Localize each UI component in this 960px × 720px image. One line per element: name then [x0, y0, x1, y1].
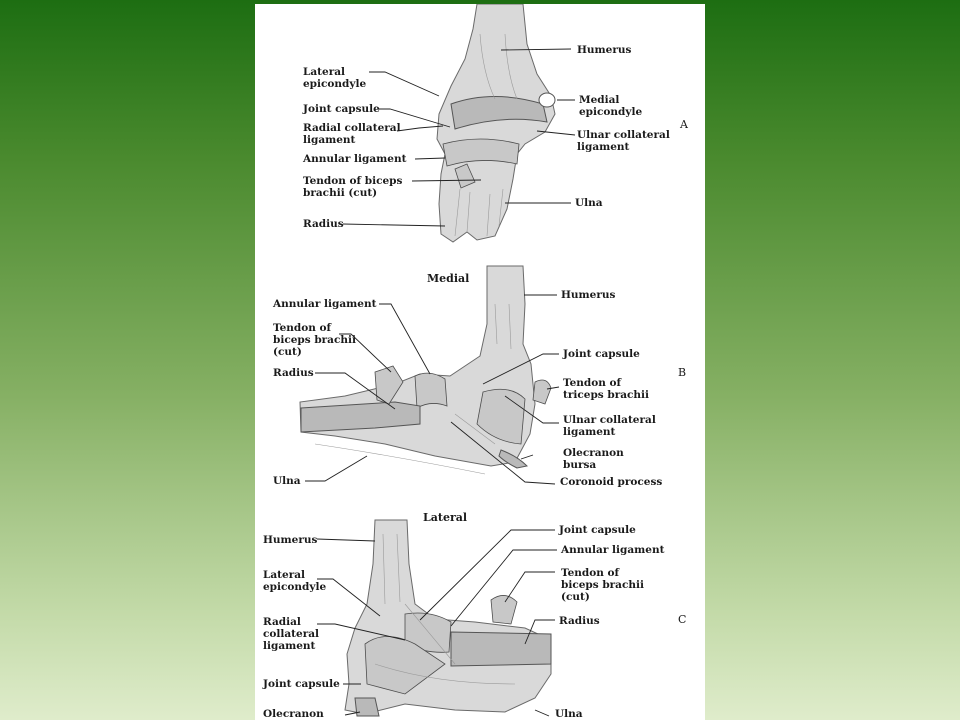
panel-letter-a: A: [680, 118, 688, 131]
label-c-radius: Radius: [559, 615, 600, 627]
label-c-humerus: Humerus: [263, 534, 318, 546]
label-c-olecranon: Olecranon: [263, 708, 324, 720]
label-a-joint-capsule: Joint capsule: [303, 103, 380, 115]
panel-c-title: Lateral: [423, 511, 468, 524]
label-a-annular-ligament: Annular ligament: [303, 153, 407, 165]
panel-letter-b: B: [678, 366, 687, 379]
label-a-lateral-epicondyle: Lateral epicondyle: [303, 66, 367, 90]
label-b-ulnar-collateral-ligament: Ulnar collateral ligament: [563, 414, 656, 438]
label-b-radius: Radius: [273, 367, 314, 379]
panel-a-drawing: [437, 4, 555, 242]
label-c-tendon-biceps: Tendon of biceps brachii (cut): [561, 567, 644, 603]
panel-b-title: Medial: [427, 272, 470, 285]
label-a-ulna: Ulna: [575, 197, 603, 209]
label-c-radial-collateral-ligament: Radial collateral ligament: [263, 616, 320, 652]
label-b-olecranon-bursa: Olecranon bursa: [563, 447, 624, 471]
label-c-joint-capsule-left: Joint capsule: [263, 678, 340, 690]
label-b-tendon-biceps: Tendon of biceps brachii (cut): [273, 322, 356, 358]
label-c-annular-ligament: Annular ligament: [561, 544, 665, 556]
figure-panel: [255, 4, 705, 720]
label-b-joint-capsule: Joint capsule: [563, 348, 640, 360]
label-b-annular-ligament: Annular ligament: [273, 298, 377, 310]
label-b-tendon-triceps: Tendon of triceps brachii: [563, 377, 650, 401]
label-a-humerus: Humerus: [577, 44, 632, 56]
label-a-radial-collateral-ligament: Radial collateral ligament: [303, 122, 401, 146]
label-b-coronoid-process: Coronoid process: [560, 476, 663, 488]
label-c-lateral-epicondyle: Lateral epicondyle: [263, 569, 327, 593]
panel-letter-c: C: [678, 613, 687, 626]
label-a-radius: Radius: [303, 218, 344, 230]
label-a-ulnar-collateral-ligament: Ulnar collateral ligament: [577, 129, 670, 153]
panel-c-drawing: [345, 520, 551, 716]
label-c-ulna: Ulna: [555, 708, 583, 720]
label-c-joint-capsule-right: Joint capsule: [559, 524, 636, 536]
label-b-humerus: Humerus: [561, 289, 616, 301]
label-a-medial-epicondyle: Medial epicondyle: [579, 94, 643, 118]
label-a-tendon-biceps: Tendon of biceps brachii (cut): [303, 175, 403, 199]
label-b-ulna: Ulna: [273, 475, 301, 487]
